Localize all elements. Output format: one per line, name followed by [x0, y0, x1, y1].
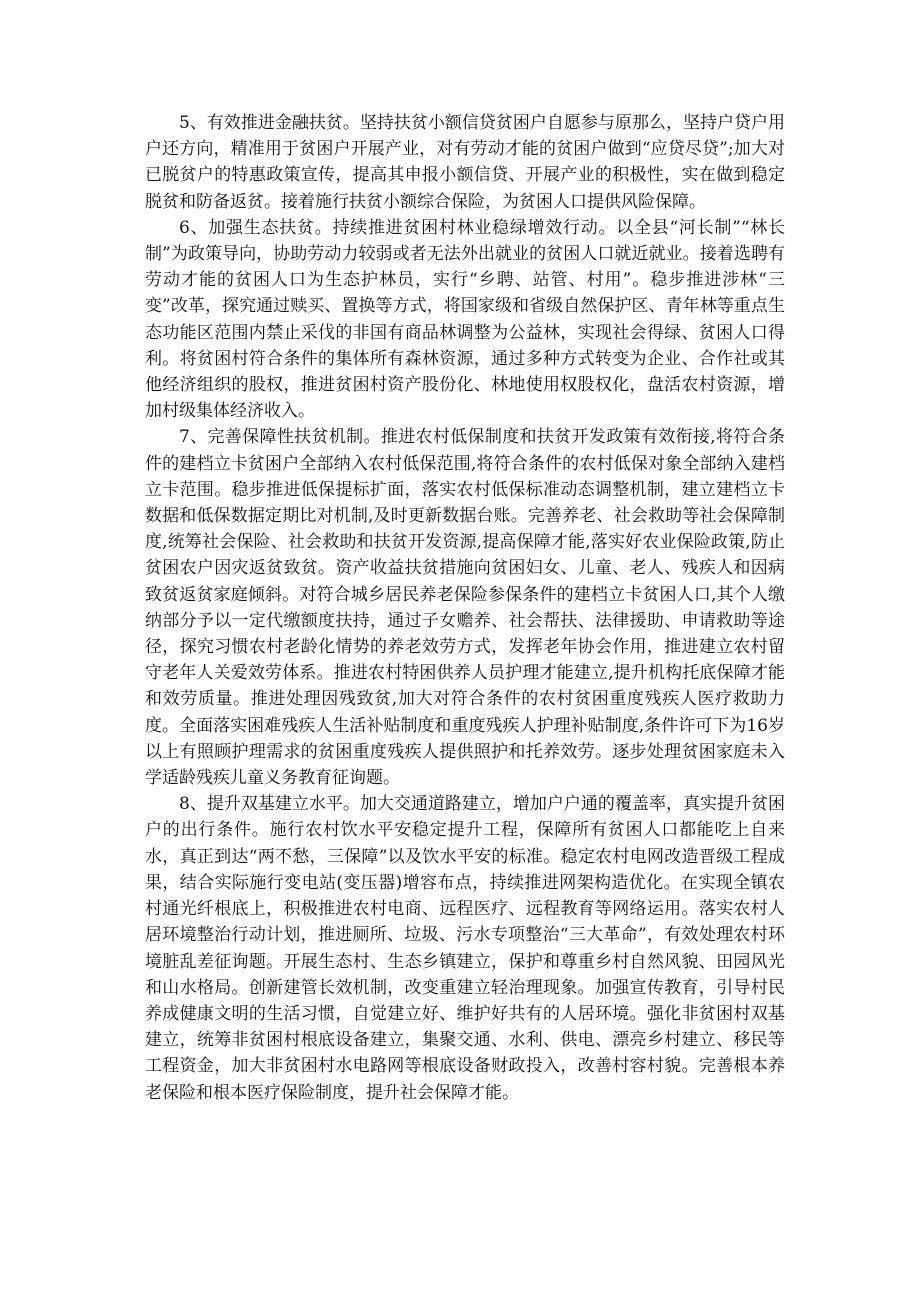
paragraph-security-mechanism: 7、完善保障性扶贫机制。推进农村低保制度和扶贫开发政策有效衔接,将符合条件的建档立卡贫困户全部纳入农村低保范围,将符合条件的农村低保对象全部纳入建档立卡范围。稳步推进低保提标扩面，落实农村低保标准动态调整机制，建立建档立卡数据和低保数据定期比对机制,及时更新数据台账。完善养老、社会救助等社会保障制度,统筹社会保险、社会救助和扶贫开发资源,提高保障才能,落实好农业保险政策,防止贫困农户因灾返贫致贫。资产收益扶贫措施向贫困妇女、儿童、老人、残疾人和因病致贫返贫家庭倾斜。对符合城乡居民养老保险参保条件的建档立卡贫困人口,其个人缴纳部分予以一定代缴额度扶持，通过子女赡养、社会帮扶、法律援助、申请救助等途径，探究习惯农村老龄化情势的养老效劳方式，发挥老年协会作用，推进建立农村留守老年人关爱效劳体系。推进农村特困供养人员护理才能建立,提升机构托底保障才能和效劳质量。推进处理因残致贫,加大对符合条件的农村贫困重度残疾人医疗救助力度。全面落实困难残疾人生活补贴制度和重度残疾人护理补贴制度,条件许可下为16岁以上有照顾护理需求的贫困重度残疾人提供照护和托养效劳。逐步处理贫困家庭未入学适龄残疾儿童义务教育征询题。: [145, 427, 785, 789]
paragraph-finance-poverty-relief: 5、有效推进金融扶贫。坚持扶贫小额信贷贫困户自愿参与原那么，坚持户贷户用户还方向，精准用于贫困户开展产业，对有劳动才能的贫困户做到“应贷尽贷”;加大对已脱贫户的特惠政策宣传，提高其申报小额信贷、开展产业的积极性，实在做到稳定脱贫和防备返贫。接着施行扶贫小额综合保险，为贫困人口提供风险保障。: [145, 113, 785, 212]
paragraph-ecological-poverty-relief: 6、加强生态扶贫。持续推进贫困村林业稳绿增效行动。以全县“河长制”“林长制”为政策导向，协助劳动力较弱或者无法外出就业的贫困人口就近就业。接着选聘有劳动才能的贫困人口为生态护林员，实行“乡聘、站管、村用”。稳步推进涉林“三变”改革，探究通过赎买、置换等方式，将国家级和省级自然保护区、青年林等重点生态功能区范围内禁止采伐的非国有商品林调整为公益林，实现社会得绿、贫困人口得利。将贫困村符合条件的集体所有森林资源，通过多种方式转变为企业、合作社或其他经济组织的股权，推进贫困村资产股份化、林地使用权股权化，盘活农村资源，增加村级集体经济收入。: [145, 217, 785, 422]
paragraph-infrastructure: 8、提升双基建立水平。加大交通道路建立，增加户户通的覆盖率，真实提升贫困户的出行条件。施行农村饮水平安稳定提升工程，保障所有贫困人口都能吃上自来水，真正到达“两不愁，三保障”以及饮水平安的标准。稳定农村电网改造晋级工程成果，结合实际施行变电站(变压器)增容布点，持续推进网架构造优化。在实现全镇农村通光纤根底上，积极推进农村电商、远程医疗、远程教育等网络运用。落实农村人居环境整治行动计划，推进厕所、垃圾、污水专项整治“三大革命”，有效处理农村环境脏乱差征询题。开展生态村、生态乡镇建立，保护和尊重乡村自然风貌、田园风光和山水格局。创新建管长效机制，改变重建立轻治理现象。加强宣传教育，引导村民养成健康文明的生活习惯，自觉建立好、维护好共有的人居环境。强化非贫困村双基建立，统筹非贫困村根底设备建立，集聚交通、水利、供电、漂亮乡村建立、移民等工程资金，加大非贫困村水电路网等根底设备财政投入，改善村容村貌。完善根本养老保险和根本医疗保险制度，提升社会保障才能。: [145, 794, 785, 1103]
document-body: [145, 110, 785, 1106]
